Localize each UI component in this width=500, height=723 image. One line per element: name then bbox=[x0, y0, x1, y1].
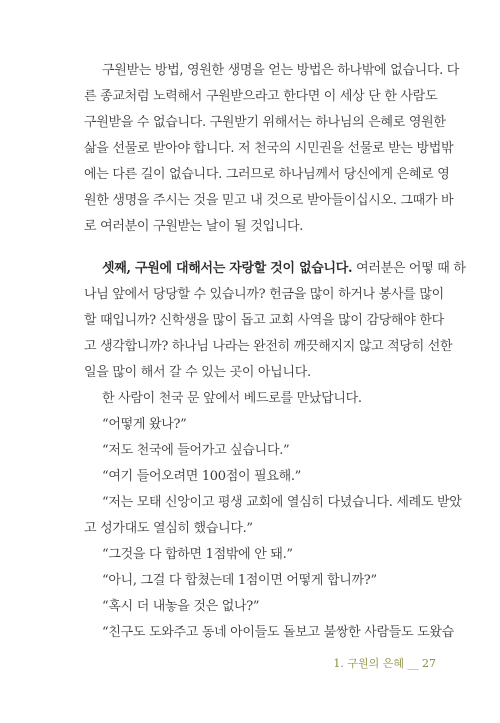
text-line: 나님 앞에서 당당할 수 있습니까? 헌금을 많이 하거나 봉사를 많이 bbox=[84, 287, 444, 302]
text-span: 여러분은 어떻 때 하 bbox=[352, 261, 466, 276]
text-line: 른 종교처럼 노력해서 구원받으라고 한다면 이 세상 단 한 사람도 bbox=[84, 89, 438, 104]
text-line: 구원받는 방법, 영원한 생명을 얻는 방법은 하나밖에 없습니다. 다 bbox=[102, 63, 460, 78]
chapter-title: 1. 구원의 은혜 bbox=[333, 657, 404, 670]
dialog-line: “어떻게 왔나?” bbox=[102, 417, 187, 432]
dialog-line: “아니, 그걸 다 합쳤는데 1점이면 어떻게 합니까?” bbox=[102, 573, 377, 588]
text-line: 원한 생명을 주시는 것을 믿고 내 것으로 받아들이십시오. 그때가 바 bbox=[84, 193, 454, 208]
dialog-line: “그것을 다 합하면 1점밖에 안 돼.” bbox=[102, 547, 293, 562]
dialog-line: “친구도 도와주고 동네 아이들도 돌보고 불쌍한 사람들도 도왔습 bbox=[102, 625, 454, 640]
emphasis-text: 셋째, 구원에 대해서는 자랑할 것이 없습니다. bbox=[102, 261, 353, 276]
dialog-line: “저는 모태 신앙이고 평생 교회에 열심히 다녔습니다. 세례도 받았 bbox=[102, 495, 462, 510]
text-line: 구원받을 수 없습니다. 구원받기 위해서는 하나님의 은혜로 영원한 bbox=[84, 115, 446, 130]
text-line: 일을 많이 해서 갈 수 있는 곳이 아닙니다. bbox=[84, 365, 311, 380]
text-line: 고 생각합니까? 하나님 나라는 완전히 깨끗해지지 않고 적당히 선한 bbox=[84, 339, 453, 354]
dialog-line: 고 성가대도 열심히 했습니다.” bbox=[84, 521, 253, 536]
text-line: 삶을 선물로 받아야 합니다. 저 천국의 시민권을 선물로 받는 방법밖 bbox=[84, 141, 454, 156]
page-number: 27 bbox=[422, 657, 436, 670]
page-footer bbox=[333, 655, 436, 671]
text-line bbox=[102, 258, 466, 280]
dialog-line: “혹시 더 내놓을 것은 없나?” bbox=[102, 599, 260, 614]
text-line: 로 여러분이 구원받는 날이 될 것입니다. bbox=[84, 219, 304, 234]
dialog-line: “여기 들어오려면 100점이 필요해.” bbox=[102, 469, 302, 484]
text-line: 한 사람이 천국 문 앞에서 베드로를 만났답니다. bbox=[102, 391, 362, 406]
text-line: 에는 다른 길이 없습니다. 그러므로 하나님께서 당신에게 은혜로 영 bbox=[84, 167, 450, 182]
text-line: 할 때입니까? 신학생을 많이 돕고 교회 사역을 많이 감당해야 한다 bbox=[84, 313, 444, 328]
dialog-line: “저도 천국에 들어가고 싶습니다.” bbox=[102, 443, 290, 458]
footer-separator: __ bbox=[407, 657, 419, 670]
